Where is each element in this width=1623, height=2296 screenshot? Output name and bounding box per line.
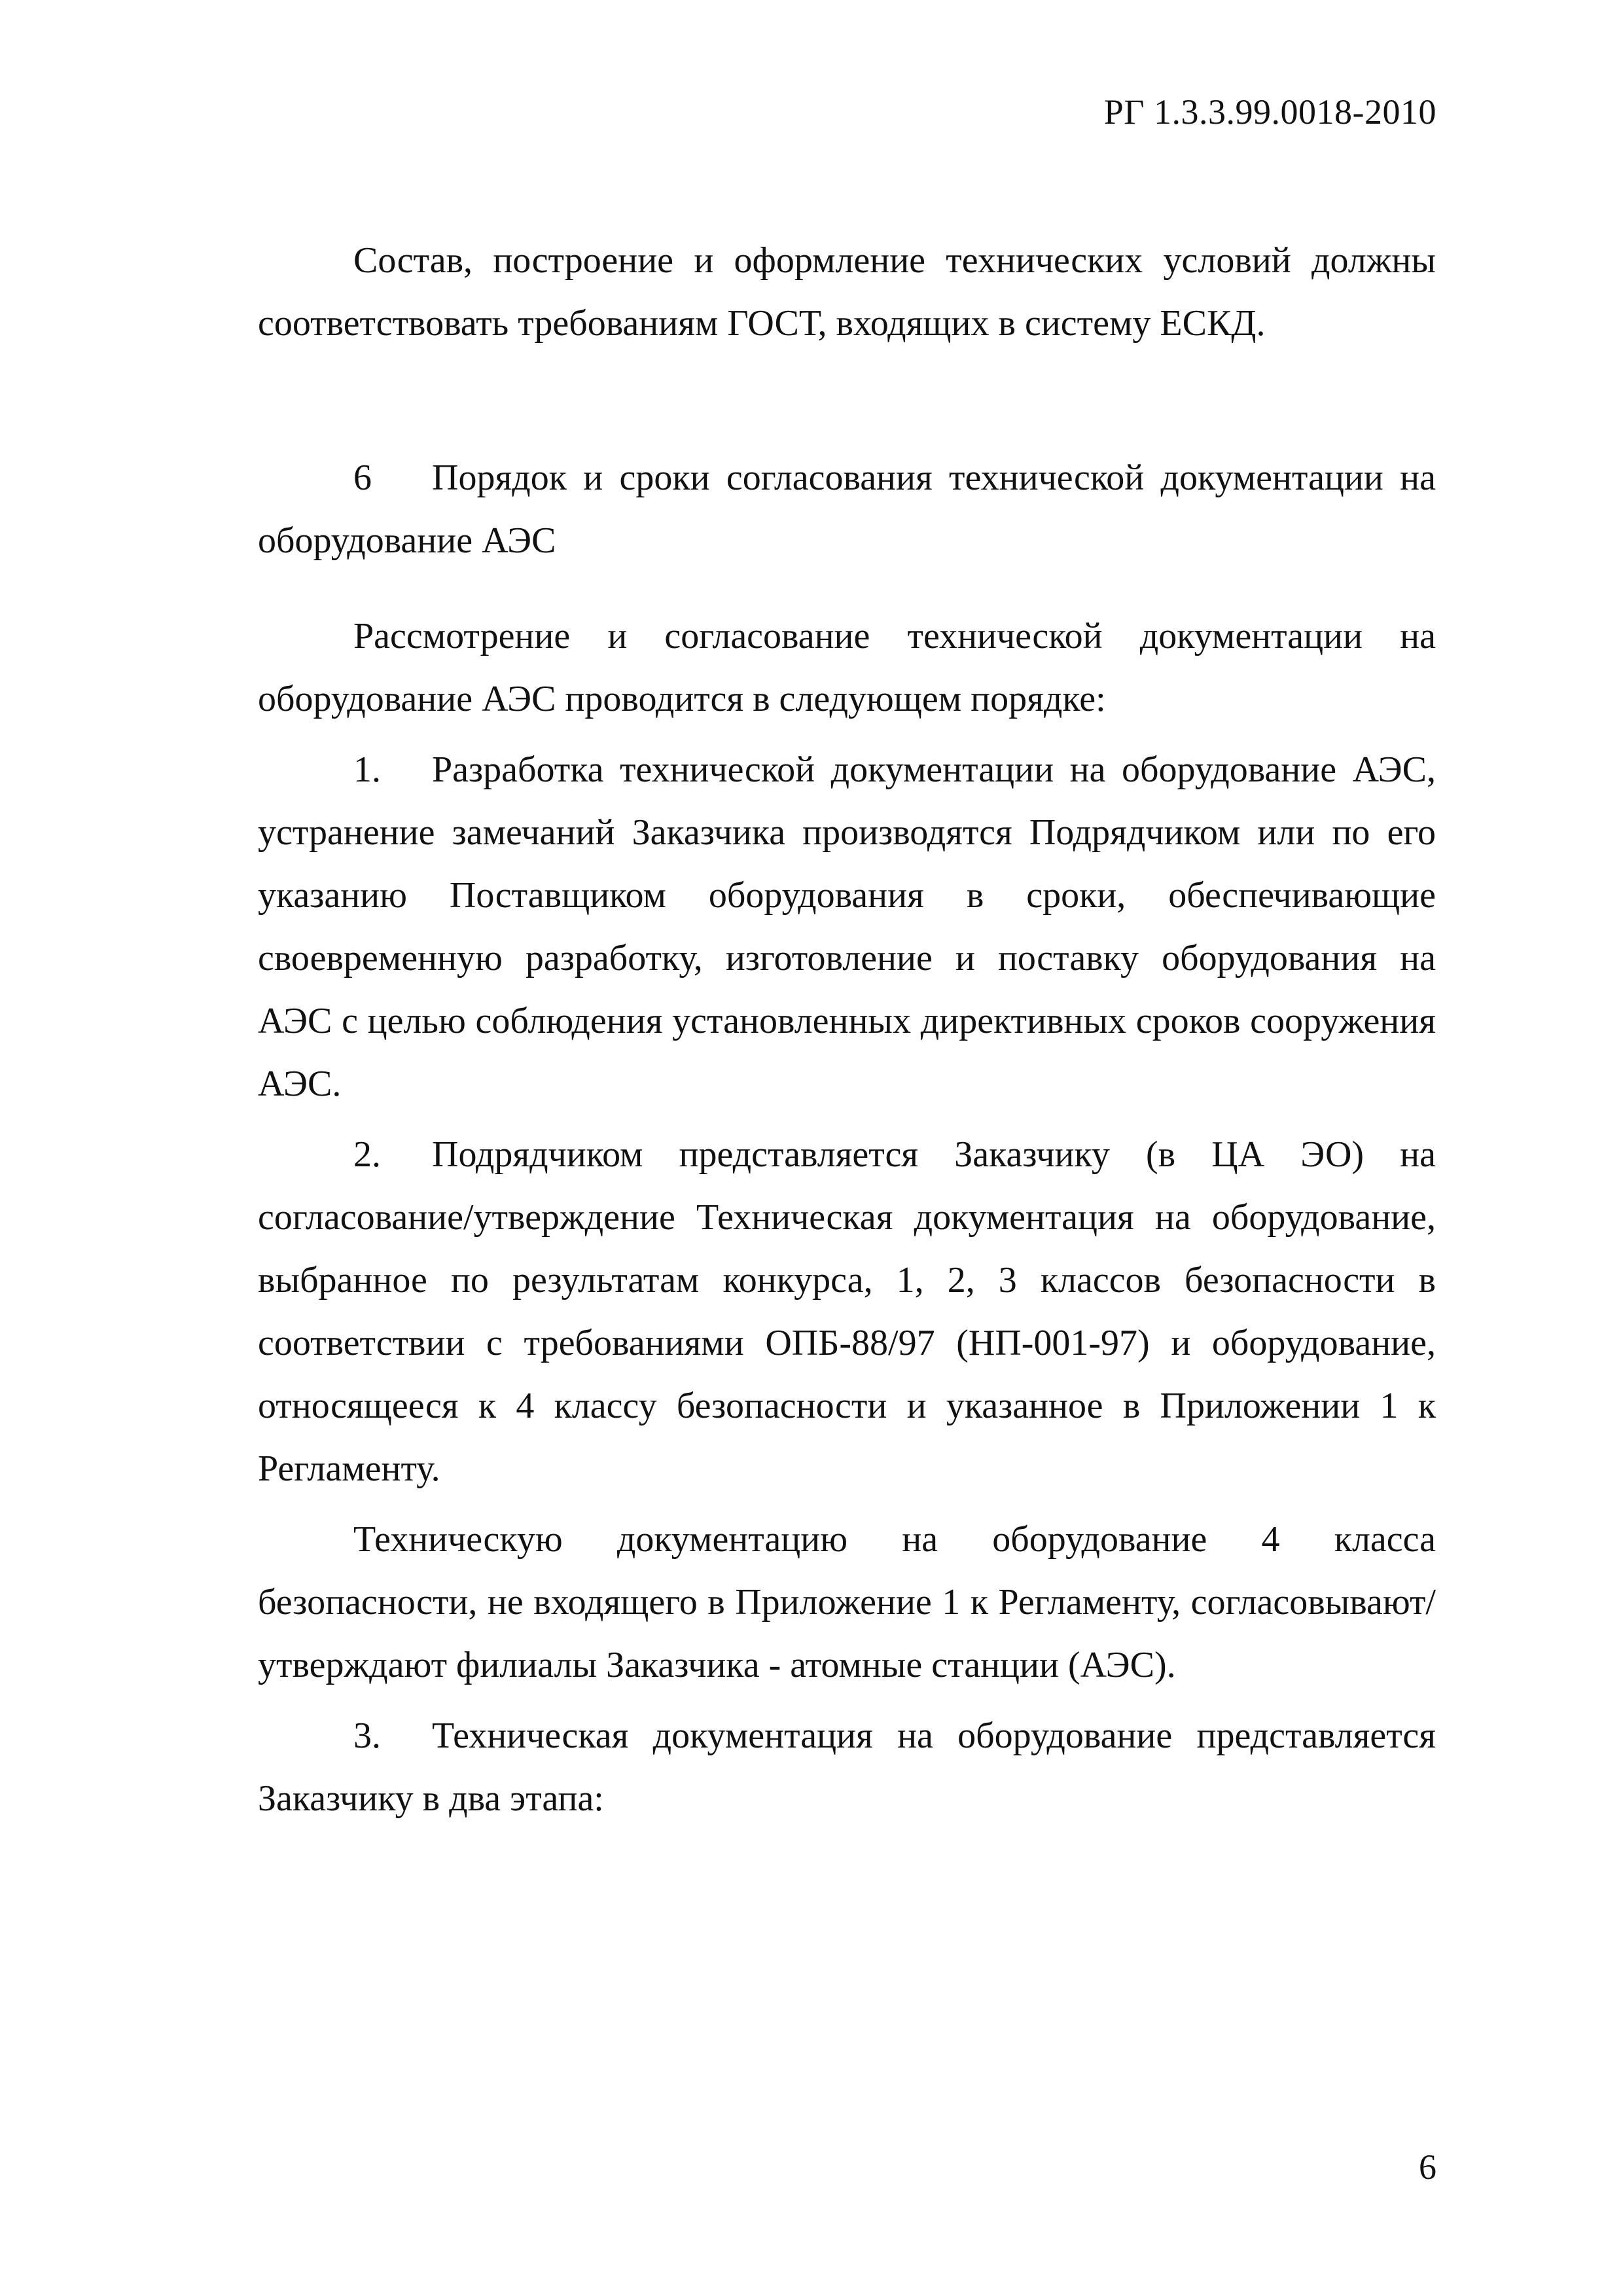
list-item-1 (258, 738, 1436, 1115)
document-body (258, 229, 1436, 1830)
section-heading (258, 446, 1436, 572)
list-item-text: Подрядчиком представляется Заказчику (в ЦА ЭО) на согласование/утверждение Техническая документация на оборудование, выбранное по результатам конкурса, 1, 2, 3 классов безопасности в соответствии с требованиями ОПБ-88/97 (НП-001-97) и оборудование, относящееся к 4 классу безопасности и указанное в Приложении 1 к Регламенту. (258, 1134, 1436, 1489)
list-item-text: Техническая документация на оборудование представляется Заказчику в два этапа: (258, 1715, 1436, 1819)
list-item-3 (258, 1704, 1436, 1830)
list-item-text: Разработка технической документации на оборудование АЭС, устранение замечаний Заказчика производятся Подрядчиком или по его указанию Поставщиком оборудования в сроки, обеспечивающие своевременную разработку, изготовление и поставку оборудования на АЭС с целью соблюдения установленных директивных сроков сооружения АЭС. (258, 749, 1436, 1104)
list-item-number: 2. (353, 1134, 381, 1175)
list-item-2 (258, 1123, 1436, 1500)
list-item-number: 3. (353, 1715, 381, 1756)
page-number: 6 (1419, 2147, 1436, 2187)
section-title: Порядок и сроки согласования технической документации на оборудование АЭС (258, 457, 1436, 561)
intro-paragraph: Состав, построение и оформление технических условий должны соответствовать требованиям ГОСТ, входящих в систему ЕСКД. (258, 240, 1436, 344)
document-code: РГ 1.3.3.99.0018-2010 (1103, 92, 1436, 132)
list-item-number: 1. (353, 749, 381, 790)
lead-paragraph: Рассмотрение и согласование технической документации на оборудование АЭС проводится в следующем порядке: (258, 616, 1436, 719)
section-number: 6 (353, 457, 372, 498)
note-paragraph: Техническую документацию на оборудование 4 класса безопасности, не входящего в Приложение 1 к Регламенту, согласовывают/утверждают филиалы Заказчика - атомные станции (АЭС). (258, 1519, 1436, 1685)
